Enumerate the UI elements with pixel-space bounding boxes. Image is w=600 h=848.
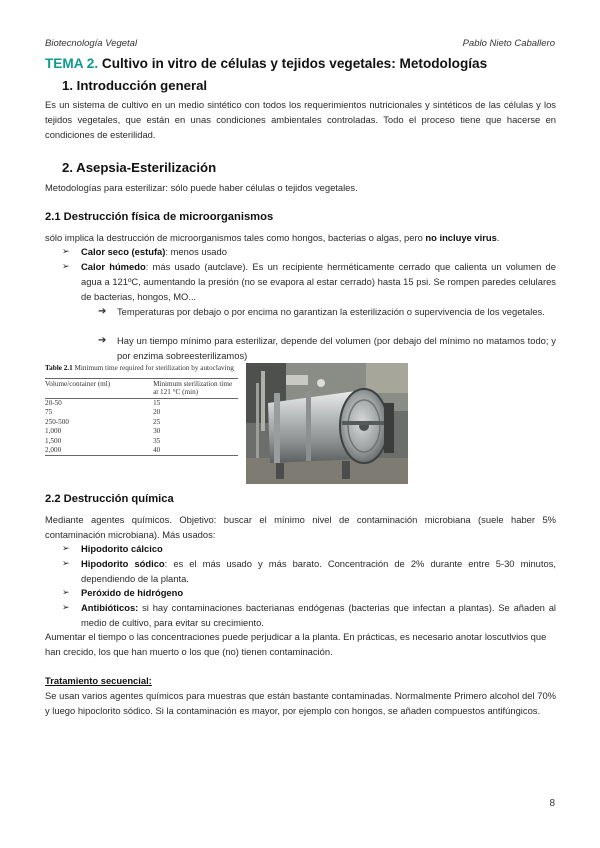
title-text: Cultivo in vitro de células y tejidos vegetales: Metodologías (98, 56, 488, 71)
table-caption-text: Minimum time required for sterilization by autoclaving (72, 364, 234, 372)
section-2-paragraph: Metodologías para esterilizar: sólo puede haber células o tejidos vegetales. (45, 182, 358, 193)
table-row (45, 418, 238, 427)
bullet-bold: Hipodorito sódico (81, 558, 165, 569)
table-row (45, 399, 238, 409)
bullet-antibioticos (62, 600, 556, 630)
table-cell: 15 (153, 399, 161, 407)
section-2-1-heading: 2.1 Destrucción física de microorganismos (45, 211, 274, 223)
bullet-text: si hay contaminaciones bacterianas endógenas (bacterias que infectan a plantas). Se añaden al medio de cultivo, para evitar su crecimiento. (81, 602, 556, 628)
bullet-arrow-icon: ➢ (62, 261, 70, 271)
page-title (45, 56, 487, 71)
bullet-bold: Calor húmedo (81, 261, 146, 272)
bullet-bold: Peróxido de hidrógeno (81, 587, 184, 598)
intro-text: sólo implica la destrucción de microorganismos tales como hongos, bacterias o algas, pero (45, 232, 426, 243)
secuencial-heading-text: Tratamiento secuencial: (45, 675, 152, 686)
table-cell: 20-50 (45, 399, 62, 407)
table-cell: 250-500 (45, 417, 69, 426)
sub-arrow-icon: ➔ (98, 335, 107, 346)
table-cell: 1,500 (45, 436, 62, 445)
bullet-peroxido (62, 585, 556, 600)
table-cell: 35 (153, 436, 161, 445)
sub-bullet-temperaturas (98, 304, 556, 334)
section-2-heading: 2. Asepsia-Esterilización (62, 160, 217, 175)
sub-arrow-icon: ➔ (98, 306, 107, 317)
secuencial-heading (45, 673, 152, 688)
autoclave-photo-icon (246, 363, 408, 484)
intro-end: . (496, 232, 500, 243)
table-cell: 75 (45, 408, 53, 417)
sub-bullet-tiempo-minimo (98, 333, 556, 363)
bullet-calor-humedo (62, 259, 556, 304)
page-number: 8 (549, 798, 555, 809)
bullet-arrow-icon: ➢ (62, 558, 70, 568)
section-2-1-intro (45, 230, 565, 245)
section-1-heading: 1. Introducción general (62, 78, 208, 93)
header-right: Pablo Nieto Caballero (462, 38, 555, 49)
table-caption-label: Table 2.1 (45, 364, 73, 372)
bullet-text: : más usado (autclave). Es un recipiente herméticamente cerrado que calienta un volumen de agua a 121ºC, aumentando la presión (no se evapora al estar cerrado) hasta 15 psi. Se rompen paredes celulares de bacterias, hongos, MO... (81, 261, 556, 302)
bullet-arrow-icon: ➢ (62, 543, 70, 553)
intro-bold: no incluye virus (425, 232, 497, 243)
bullet-calor-seco (62, 244, 556, 259)
table-caption (45, 364, 238, 373)
table-header-time: Minimum sterilization time at 121 °C (min) (153, 379, 238, 399)
section-2-2-paragraph: Mediante agentes químicos. Objetivo: buscar el mínimo nivel de contaminación microbiana (suele haber 5% contaminación microbiana). Más usados: (45, 514, 556, 540)
sterilization-table (45, 364, 238, 456)
table-cell: 25 (153, 417, 161, 426)
header-left: Biotecnología Vegetal (45, 38, 138, 49)
section-2-2-heading: 2.2 Destrucción química (45, 493, 174, 505)
bullet-hipoclorito-sodico (62, 556, 556, 586)
secuencial-paragraph: Se usan varios agentes químicos para muestras que están bastante contaminadas. Normalmente Primero alcohol del 70% y luego hipoclorito sódico. Si la contaminación es mayor, por ejemplo con hongos, se añaden compuestos antifúngicos. (45, 690, 556, 716)
bullet-arrow-icon: ➢ (62, 602, 70, 612)
bullet-hipoclorito-calcico (62, 541, 556, 556)
bullet-arrow-icon: ➢ (62, 587, 70, 597)
table-cell: 1,000 (45, 427, 62, 436)
table-cell: 40 (153, 446, 238, 456)
table-row (45, 446, 238, 456)
section-1-paragraph: Es un sistema de cultivo en un medio sintético con todos los requerimientos nutricionales y sintéticos de las células y los tejidos vegetales, que están en unas condiciones ambientales controladas. Todo el proceso tiene que hacerse en condiciones de esterilidad. (45, 99, 556, 140)
table-cell: 30 (153, 427, 161, 436)
bullet-bold: Antibióticos: (81, 602, 139, 613)
table-row (45, 408, 238, 417)
table-cell: 2,000 (45, 446, 153, 456)
table-row (45, 427, 238, 436)
table-cell: 20 (153, 408, 161, 417)
bullet-bold: Hipodorito cálcico (81, 543, 163, 554)
table-header-volume: Volume/container (ml) (45, 379, 153, 399)
sub-bullet-text: Temperaturas por debajo o por encima no garantizan la esterilización o supervivencia de los vegetales. (117, 306, 545, 317)
sub-bullet-text: Hay un tiempo mínimo para esterilizar, depende del volumen (por debajo del mínimo no matamos todo; y por enzima sobreesterilizamos) (117, 335, 556, 361)
bullet-bold: Calor seco (estufa) (81, 246, 166, 257)
table-body (45, 378, 238, 456)
section-2-2-closing: Aumentar el tiempo o las concentraciones puede perjudicar a la planta. En prácticas, es necesario anotar loscutlvios que han crecido, los que han muerto o los que (no) tienen contaminación. (45, 631, 547, 657)
bullet-text: : es el más usado y más barato. Concentración de 2% durante entre 5-30 minutos, dependiendo de la planta. (81, 558, 557, 584)
title-tema: TEMA 2. (45, 56, 99, 71)
table-row (45, 437, 238, 446)
bullet-arrow-icon: ➢ (62, 246, 70, 256)
bullet-text: : menos usado (165, 246, 227, 257)
